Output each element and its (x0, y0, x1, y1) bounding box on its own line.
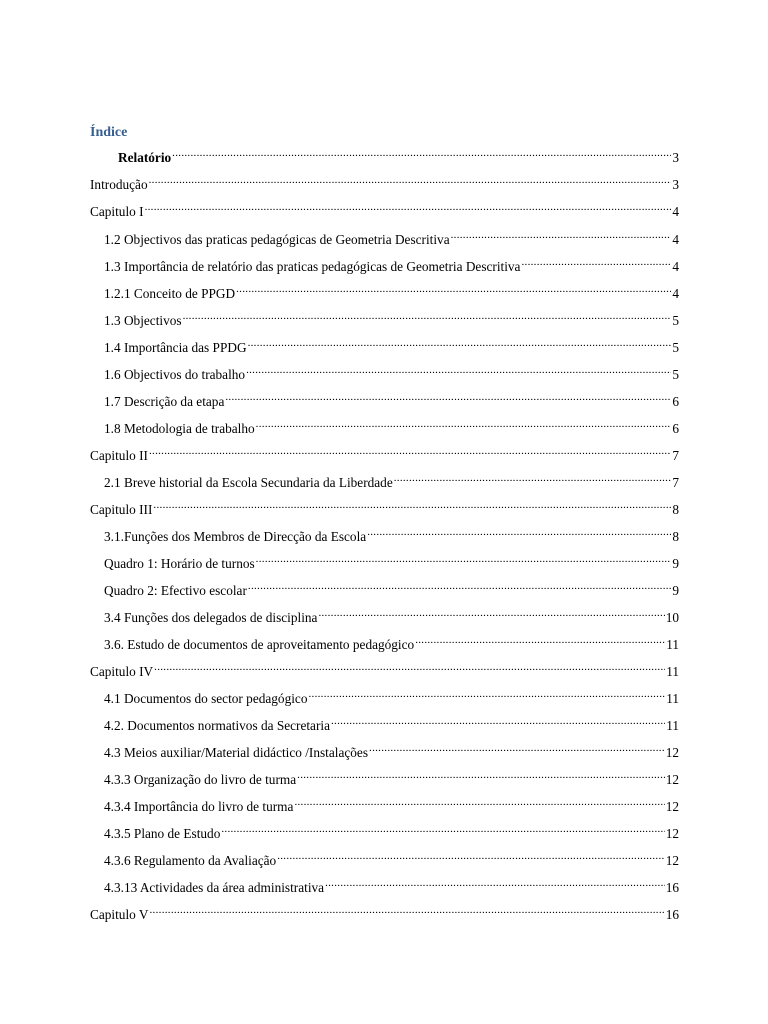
dot-leader (221, 820, 664, 838)
toc-entry[interactable] (104, 847, 679, 868)
toc-entry-label: 4.2. Documentos normativos da Secretaria (104, 718, 330, 733)
toc-entry[interactable] (104, 577, 679, 598)
toc-entry-page-number: 5 (672, 340, 679, 355)
toc-entry[interactable] (90, 198, 679, 219)
toc-entry[interactable] (104, 280, 679, 301)
toc-entry[interactable] (90, 658, 679, 679)
toc-entry-page-number: 8 (672, 529, 679, 544)
dot-leader (246, 361, 671, 379)
dot-leader (331, 712, 665, 730)
toc-entry-page-number: 5 (672, 367, 679, 382)
toc-entry-page-number: 5 (672, 313, 679, 328)
toc-entry-page-number: 16 (665, 880, 679, 895)
toc-entry-label: 1.4 Importância das PPDG (104, 340, 247, 355)
toc-entry[interactable] (104, 469, 679, 490)
toc-entry[interactable] (104, 226, 679, 247)
toc-entry-label: 1.2.1 Conceito de PPGD (104, 286, 236, 301)
toc-entry-page-number: 4 (672, 204, 679, 219)
dot-leader (225, 388, 671, 406)
dot-leader (369, 739, 665, 757)
toc-entry-label: Capitulo I (90, 204, 144, 219)
dot-leader (308, 685, 665, 703)
toc-entry[interactable] (104, 550, 679, 571)
toc-entry-page-number: 12 (665, 745, 679, 760)
toc-entry[interactable] (104, 415, 679, 436)
toc-entry[interactable] (104, 631, 679, 652)
dot-leader (145, 198, 672, 216)
toc-entry-label: 1.3 Objectivos (104, 313, 182, 328)
toc-entry-page-number: 9 (672, 556, 679, 571)
dot-leader (256, 415, 672, 433)
toc-entry-label: 4.1 Documentos do sector pedagógico (104, 691, 308, 706)
dot-leader (297, 766, 665, 784)
dot-leader (236, 280, 671, 298)
toc-entry[interactable] (104, 820, 679, 841)
toc-entry[interactable] (104, 604, 679, 625)
dot-leader (318, 604, 664, 622)
toc-entry-page-number: 16 (665, 907, 679, 922)
toc-entry[interactable] (104, 307, 679, 328)
toc-entry-label: 4.3.5 Plano de Estudo (104, 826, 221, 841)
toc-entry-label: 1.7 Descrição da etapa (104, 394, 225, 409)
dot-leader (154, 658, 665, 676)
toc-entry-label: 3.6. Estudo de documentos de aproveitamento pedagógico (104, 637, 415, 652)
toc-entry-page-number: 12 (665, 799, 679, 814)
toc-entry[interactable] (90, 496, 679, 517)
toc-entry-page-number: 12 (665, 826, 679, 841)
toc-entry[interactable] (104, 523, 679, 544)
toc-entry-page-number: 4 (672, 232, 679, 247)
toc-entry-label: 4.3 Meios auxiliar/Material didáctico /Instalações (104, 745, 369, 760)
toc-entry-page-number: 3 (672, 177, 679, 192)
dot-leader (153, 496, 671, 514)
dot-leader (149, 171, 672, 189)
dot-leader (367, 523, 671, 541)
dot-leader (256, 550, 672, 568)
toc-entry-label: Capitulo IV (90, 664, 154, 679)
toc-entry-page-number: 4 (672, 286, 679, 301)
toc-entry[interactable] (104, 793, 679, 814)
toc-entry-page-number: 11 (666, 637, 679, 652)
toc-entry-label: Quadro 2: Efectivo escolar (104, 583, 247, 598)
dot-leader (149, 442, 671, 460)
toc-entry-label: 4.3.13 Actividades da área administrativa (104, 880, 325, 895)
toc-entry-page-number: 11 (666, 691, 679, 706)
toc-entry-label: 3.4 Funções dos delegados de disciplina (104, 610, 318, 625)
toc-entry[interactable] (104, 739, 679, 760)
toc-entry-page-number: 6 (672, 394, 679, 409)
toc-entry[interactable] (104, 361, 679, 382)
toc-entry-page-number: 10 (665, 610, 679, 625)
dot-leader (394, 469, 672, 487)
toc-entry-page-number: 11 (666, 718, 679, 733)
toc-entry[interactable] (104, 874, 679, 895)
toc-entry[interactable] (90, 442, 679, 463)
toc-entry-label: 1.8 Metodologia de trabalho (104, 421, 255, 436)
dot-leader (451, 226, 672, 244)
dot-leader (294, 793, 664, 811)
toc-entry[interactable] (104, 766, 679, 787)
toc-entry-page-number: 3 (672, 150, 679, 165)
toc-entry[interactable] (104, 253, 679, 274)
dot-leader (415, 631, 665, 649)
toc-entry-page-number: 12 (665, 853, 679, 868)
toc-entry[interactable] (104, 334, 679, 355)
toc-entry-page-number: 11 (666, 664, 679, 679)
toc-entry-page-number: 6 (672, 421, 679, 436)
toc-entry[interactable] (90, 901, 679, 922)
toc-entry-label: Introdução (90, 177, 148, 192)
dot-leader (183, 307, 672, 325)
toc-entry-label: 3.1.Funções dos Membros de Direcção da Escola (104, 529, 367, 544)
toc-entry[interactable] (118, 144, 679, 165)
toc-entry-page-number: 9 (672, 583, 679, 598)
toc-entry-page-number: 7 (672, 448, 679, 463)
toc-entry-label: 1.3 Importância de relatório das praticas pedagógicas de Geometria Descritiva (104, 259, 521, 274)
toc-entry-label: Capitulo III (90, 502, 153, 517)
index-title: Índice (90, 125, 128, 140)
toc-entry-label: Quadro 1: Horário de turnos (104, 556, 255, 571)
toc-entry-label: Capitulo II (90, 448, 148, 463)
toc-entry-label: 4.3.3 Organização do livro de turma (104, 772, 297, 787)
toc-entry-page-number: 12 (665, 772, 679, 787)
toc-entry-label: 1.2 Objectivos das praticas pedagógicas de Geometria Descritiva (104, 232, 450, 247)
toc-entry[interactable] (104, 685, 679, 706)
toc-entry-label: 4.3.6 Regulamento da Avaliação (104, 853, 277, 868)
toc-entry-page-number: 7 (672, 475, 679, 490)
dot-leader (248, 577, 671, 595)
toc-entry-page-number: 8 (672, 502, 679, 517)
toc-entry-page-number: 4 (672, 259, 679, 274)
toc-entry-label: Relatório (118, 150, 172, 165)
toc-entry-label: Capitulo V (90, 907, 149, 922)
toc-entry-label: 1.6 Objectivos do trabalho (104, 367, 246, 382)
toc-entry-label: 2.1 Breve historial da Escola Secundaria da Liberdade (104, 475, 393, 490)
toc-entry[interactable] (90, 171, 679, 192)
toc-entry-label: 4.3.4 Importância do livro de turma (104, 799, 294, 814)
toc-entry[interactable] (104, 712, 679, 733)
dot-leader (325, 874, 665, 892)
dot-leader (248, 334, 672, 352)
dot-leader (172, 144, 671, 162)
dot-leader (521, 253, 671, 271)
dot-leader (277, 847, 665, 865)
dot-leader (150, 901, 665, 919)
toc-entry[interactable] (104, 388, 679, 409)
